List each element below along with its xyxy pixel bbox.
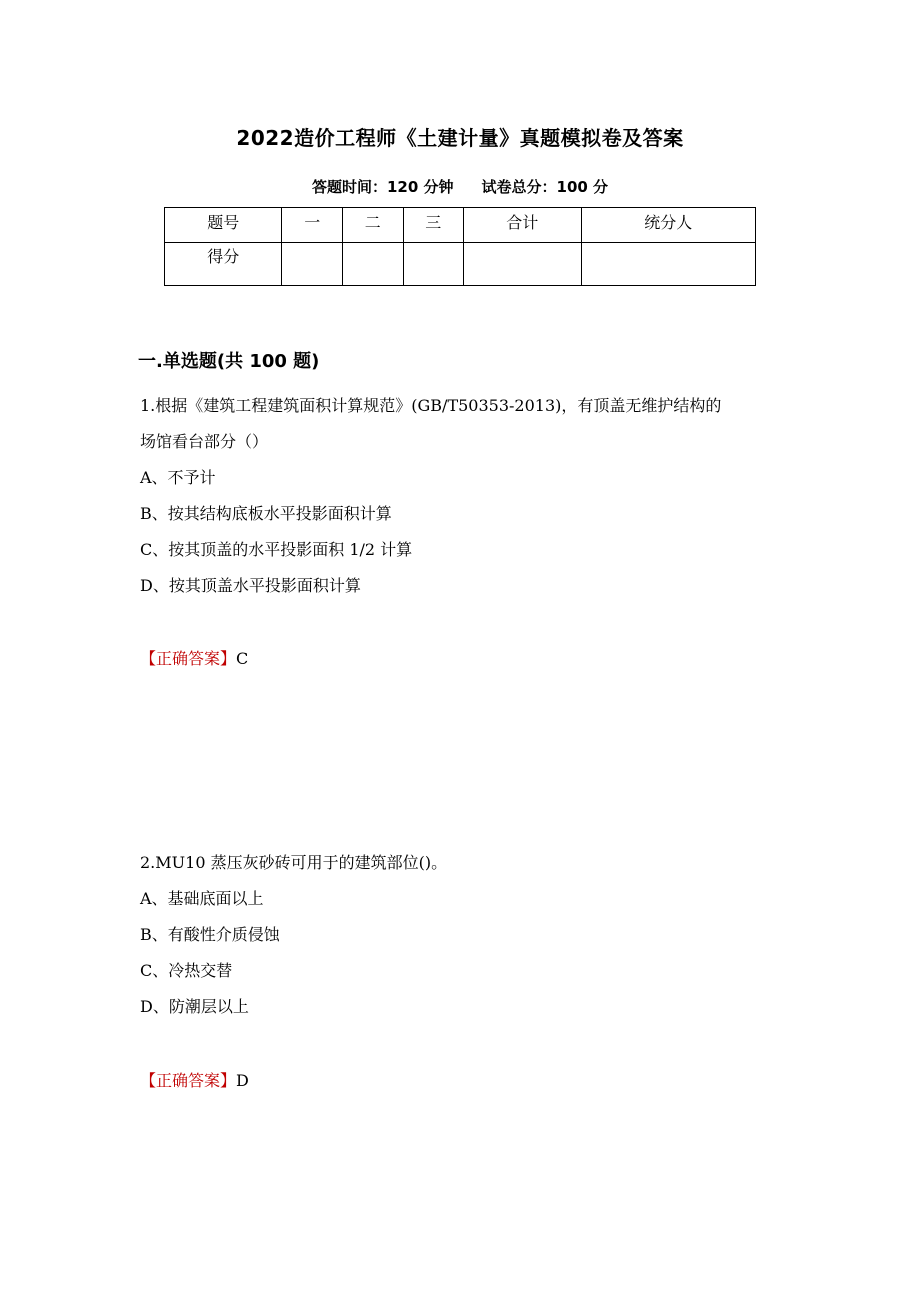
question-2-stem-line1: 2.MU10 蒸压灰砂砖可用于的建筑部位()。 (140, 853, 448, 872)
score-cell-empty (403, 243, 464, 286)
answer-label: 【正确答案】 (140, 649, 237, 668)
question-1-option-b: B、按其结构底板水平投影面积计算 (140, 504, 392, 523)
question-2-answer (140, 1068, 249, 1091)
exam-time: 答题时间：120 分钟 (311, 178, 454, 196)
score-cell-empty (464, 243, 581, 286)
question-2-option-d: D、防潮层以上 (140, 997, 249, 1016)
score-header-cell: 三 (403, 208, 464, 243)
answer-label: 【正确答案】 (140, 1071, 237, 1090)
question-2-option-a: A、基础底面以上 (140, 889, 264, 908)
answer-value: C (236, 649, 249, 668)
question-1-option-a: A、不予计 (140, 468, 216, 487)
question-1-answer (140, 646, 248, 669)
question-1-option-c: C、按其顶盖的水平投影面积 1/2 计算 (140, 540, 413, 559)
exam-total-score: 试卷总分：100 分 (481, 178, 609, 196)
score-header-cell: 题号 (165, 208, 282, 243)
exam-meta (0, 176, 920, 197)
score-header-cell: 二 (343, 208, 404, 243)
score-header-cell: 一 (282, 208, 343, 243)
score-table-score-row (165, 243, 756, 286)
score-row-label: 得分 (165, 243, 282, 286)
score-table-header-row (165, 208, 756, 243)
section-title: 一.单选题(共 100 题) (138, 351, 320, 372)
question-2-option-c: C、冷热交替 (140, 961, 233, 980)
score-cell-empty (343, 243, 404, 286)
score-header-cell: 合计 (464, 208, 581, 243)
question-1-stem-line2: 场馆看台部分（） (140, 432, 269, 451)
score-cell-empty (581, 243, 755, 286)
question-2-option-b: B、有酸性介质侵蚀 (140, 925, 280, 944)
question-1-option-d: D、按其顶盖水平投影面积计算 (140, 576, 361, 595)
document-title: 2022造价工程师《土建计量》真题模拟卷及答案 (236, 126, 684, 150)
score-header-cell: 统分人 (581, 208, 755, 243)
score-cell-empty (282, 243, 343, 286)
score-table (164, 207, 756, 286)
answer-value: D (236, 1071, 249, 1090)
question-1-stem-line1: 1.根据《建筑工程建筑面积计算规范》(GB/T50353-2013)，有顶盖无维护结构的 (140, 396, 722, 415)
